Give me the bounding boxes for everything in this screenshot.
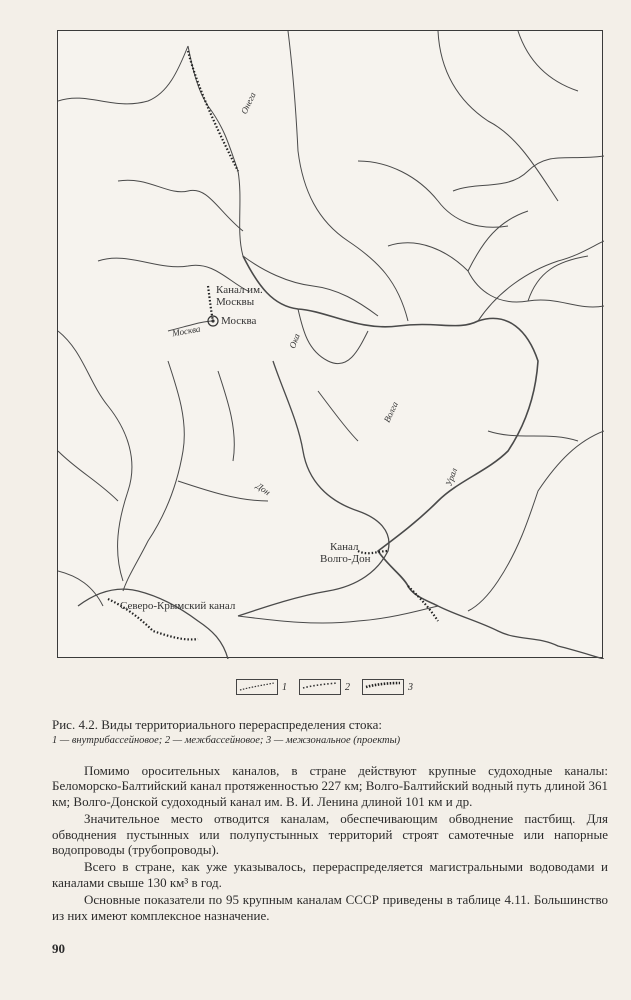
oka-river-label: Ока	[287, 332, 302, 350]
don-river-label: Дон	[254, 480, 273, 498]
map	[57, 30, 603, 658]
figure-caption	[52, 717, 592, 749]
legend-number-1: 1	[282, 682, 287, 693]
legend-item-2	[299, 679, 350, 700]
ural-river-label: Урал	[443, 466, 460, 488]
paragraph-1: Помимо оросительных каналов, в стране действуют крупные судоходные каналы: Беломорско-Балтийский канал протяженностью 227 км; Волго-Балтийский водный путь длиной 361 км; Волго-Донской судоходный канал им. В. И. Ленина длиной 101 км и др.	[52, 763, 608, 809]
intrabasin-line-icon	[236, 679, 278, 695]
moscow-canal-label: Канал им.	[216, 284, 263, 296]
north-crimea-canal-label: Северо-Крымский канал	[120, 600, 236, 612]
moscow-river-label: Москва	[171, 323, 202, 339]
interbasin-line-icon	[299, 679, 341, 695]
interzonal-line-icon	[362, 679, 404, 695]
caption-subtitle: 1 — внутрибассейновое; 2 — межбассейновое; 3 — межзональное (проекты)	[52, 735, 401, 746]
moscow-city-label: Москва	[221, 315, 257, 327]
volga-river-label: Волга	[381, 400, 400, 424]
body-text	[52, 763, 608, 925]
legend-number-2: 2	[345, 682, 350, 693]
paragraph-3: Всего в стране, как уже указывалось, перераспределяется магистральными водоводами и каналами свыше 130 км³ в год.	[52, 859, 608, 890]
belomor-canal-line	[188, 51, 238, 171]
legend-number-3: 3	[408, 682, 413, 693]
page-number: 90	[52, 941, 65, 956]
volga-don-canal-label: Канал	[330, 541, 359, 553]
onega-river-label: Онега	[238, 90, 258, 116]
legend-item-3	[362, 679, 413, 700]
caption-title: Рис. 4.2. Виды территориального перераспределения стока:	[52, 717, 382, 732]
paragraph-4: Основные показатели по 95 крупным каналам СССР приведены в таблице 4.11. Большинство из них имеют комплексное назначение.	[52, 892, 608, 923]
paragraph-2: Значительное место отводится каналам, обеспечивающим обводнение пастбищ. Для обводнения пустынных или полупустынных территорий строят самотечные или напорные водопроводы (трубопроводы).	[52, 811, 608, 858]
moscow-canal-label-2: Москвы	[216, 296, 255, 308]
legend-item-1	[236, 679, 287, 700]
map-legend	[0, 679, 631, 701]
volga-don-canal-label-2: Волго-Дон	[320, 553, 371, 565]
